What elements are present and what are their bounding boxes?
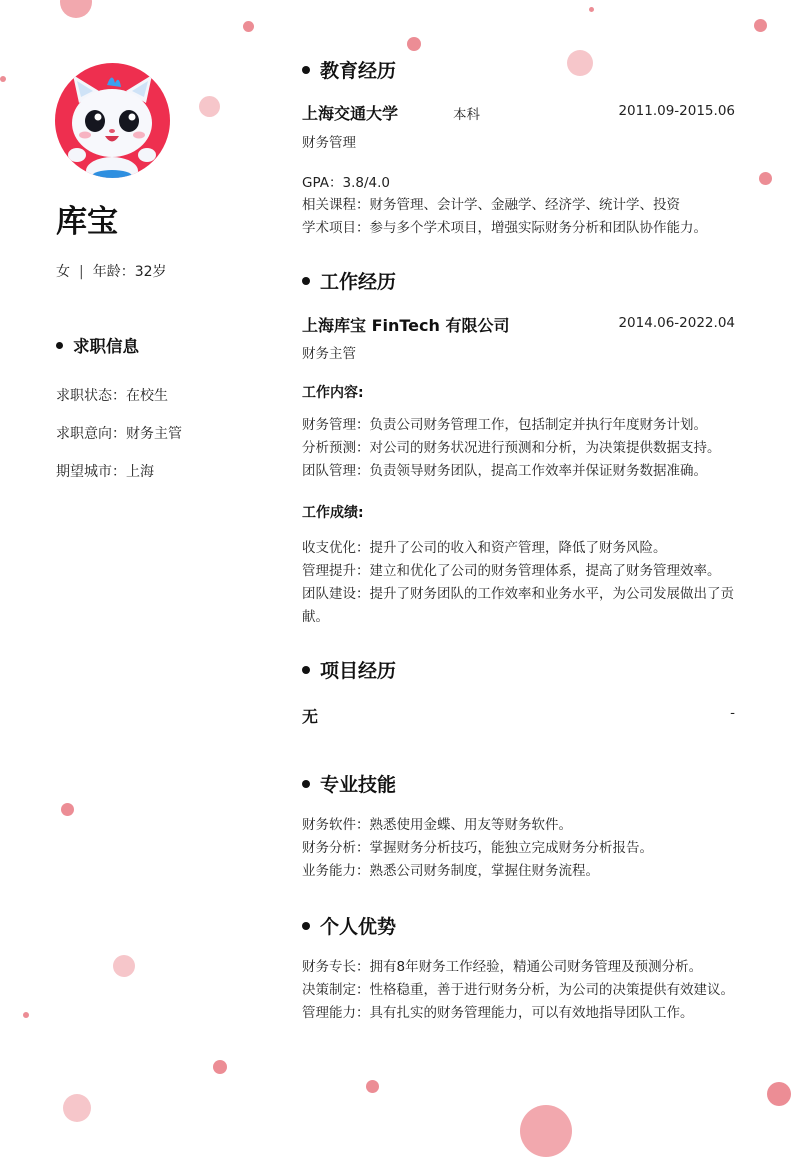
achievements-heading: 工作成绩: (302, 505, 364, 521)
decor-dot (520, 1105, 572, 1157)
decor-dot (407, 37, 421, 51)
work-heading-text: 工作经历 (320, 271, 397, 293)
strengths-heading-text: 个人优势 (320, 916, 397, 938)
job-status: 求职状态：在校生 (56, 388, 168, 404)
project-heading (302, 656, 396, 683)
decor-dot (113, 955, 135, 977)
decor-dot (243, 21, 254, 32)
work-period: 2014.06-2022.04 (618, 315, 735, 331)
gender: 女 (56, 264, 70, 280)
decor-dot (213, 1060, 227, 1074)
decor-dot (60, 0, 92, 18)
gpa: GPA：3.8/4.0 (302, 175, 390, 191)
list-item: 财务分析：掌握财务分析技巧，能独立完成财务分析报告。 (302, 840, 653, 856)
decor-dot (759, 172, 772, 185)
degree: 本科 (453, 107, 480, 123)
list-item: 决策制定：性格稳重，善于进行财务分析，为公司的决策提供有效建议。 (302, 982, 734, 998)
job-position: 求职意向：财务主管 (56, 426, 182, 442)
list-item: 管理提升：建立和优化了公司的财务管理体系，提高了财务管理效率。 (302, 563, 721, 579)
major: 财务管理 (302, 135, 356, 151)
company-name: 上海库宝 FinTech 有限公司 (302, 316, 510, 335)
job-intent-heading-text: 求职信息 (73, 337, 139, 356)
job-intent-heading (56, 333, 139, 357)
project-name: 无 (302, 707, 319, 726)
list-item: 管理能力：具有扎实的财务管理能力，可以有效地指导团队工作。 (302, 1005, 694, 1021)
education-period: 2011.09-2015.06 (618, 103, 735, 119)
decor-dot (589, 7, 594, 12)
list-item: 业务能力：熟悉公司财务制度，掌握住财务流程。 (302, 863, 599, 879)
work-heading (302, 267, 396, 294)
decor-dot (767, 1082, 791, 1106)
candidate-name: 库宝 (56, 204, 118, 240)
strengths-heading (302, 912, 396, 939)
age: 年龄：32岁 (92, 264, 167, 280)
list-item: 团队建设：提升了财务团队的工作效率和业务水平，为公司发展做出了贡献。 (302, 586, 734, 625)
work-content-list (302, 414, 742, 483)
job-city: 期望城市：上海 (56, 464, 154, 480)
decor-dot (23, 1012, 29, 1018)
bullet-icon (56, 342, 63, 349)
decor-dot (63, 1094, 91, 1122)
education-heading (302, 56, 396, 83)
bullet-icon (302, 666, 310, 674)
strengths-list (302, 956, 742, 1025)
courses: 相关课程：财务管理、会计学、金融学、经济学、统计学、投资 (302, 197, 680, 213)
avatar (55, 63, 170, 178)
skills-list (302, 814, 742, 883)
job-role: 财务主管 (302, 346, 356, 362)
list-item: 收支优化：提升了公司的收入和资产管理，降低了财务风险。 (302, 540, 667, 556)
school-name: 上海交通大学 (302, 104, 399, 123)
skills-heading-text: 专业技能 (320, 774, 397, 796)
basic-info (56, 261, 167, 281)
decor-dot (199, 96, 220, 117)
list-item: 团队管理：负责领导财务团队，提高工作效率并保证财务数据准确。 (302, 463, 707, 479)
bullet-icon (302, 922, 310, 930)
info-separator: | (79, 264, 84, 280)
decor-dot (366, 1080, 379, 1093)
project-heading-text: 项目经历 (320, 660, 397, 682)
list-item: 财务软件：熟悉使用金蝶、用友等财务软件。 (302, 817, 572, 833)
cat-mascot-icon (55, 63, 170, 178)
achievements-list (302, 537, 742, 629)
education-heading-text: 教育经历 (320, 60, 397, 82)
skills-heading (302, 770, 396, 797)
bullet-icon (302, 277, 310, 285)
decor-dot (754, 19, 767, 32)
decor-dot (0, 76, 6, 82)
decor-dot (61, 803, 74, 816)
bullet-icon (302, 66, 310, 74)
list-item: 分析预测：对公司的财务状况进行预测和分析，为决策提供数据支持。 (302, 440, 721, 456)
project-period: - (730, 705, 735, 721)
list-item: 财务专长：拥有8年财务工作经验，精通公司财务管理及预测分析。 (302, 959, 703, 975)
bullet-icon (302, 780, 310, 788)
decor-dot (567, 50, 593, 76)
work-content-heading: 工作内容: (302, 385, 364, 401)
list-item: 财务管理：负责公司财务管理工作，包括制定并执行年度财务计划。 (302, 417, 707, 433)
academic-projects: 学术项目：参与多个学术项目，增强实际财务分析和团队协作能力。 (302, 220, 707, 236)
